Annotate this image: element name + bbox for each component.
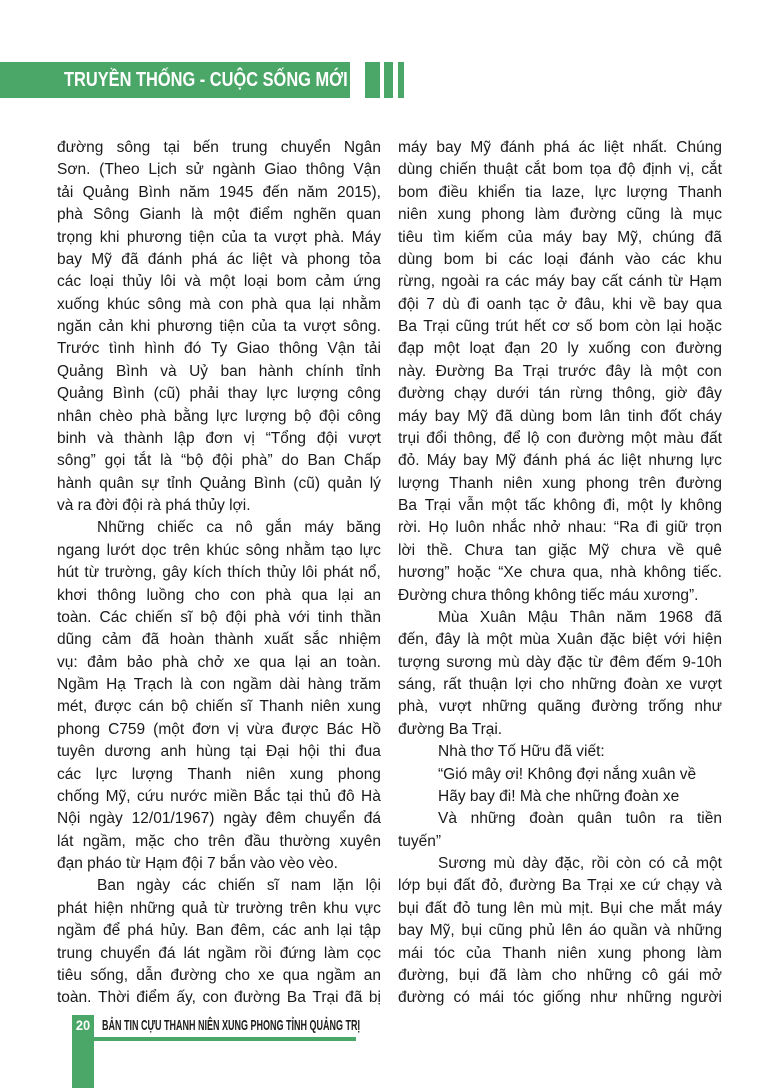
- text-line: Ba Trại vẫn một tấc không đi, một ly không: [398, 497, 722, 514]
- text-line: mét, được cán bộ chiến sĩ Thanh niên xung: [57, 698, 381, 716]
- text-line: rời. Họ luôn nhắc nhở nhau: “Ra đi giữ trọn: [398, 519, 722, 537]
- text-line: xuống khúc sông mà con phà qua lại nhằm: [57, 295, 381, 313]
- text-line: lát ngầm, mặc cho trên đầu thường xuyên: [57, 832, 381, 850]
- text-line: đội 7 dù đi oanh tạc ở đâu, khi về bay qua: [398, 295, 722, 313]
- text-line: Sương mù dày đặc, rồi còn có cả một: [438, 855, 722, 872]
- text-line: Trước tình hình đó Ty Giao thông Vận tải: [57, 340, 381, 358]
- text-line: hành quân sự tỉnh Quảng Bình (cũ) quản lý: [57, 474, 381, 492]
- page-number: 20: [75, 1017, 91, 1033]
- text-line: phong C759 (một đơn vị vừa được Bác Hồ: [57, 720, 381, 738]
- text-line: Và những đoàn quân tuôn ra tiền: [438, 810, 722, 828]
- text-line: bay Mỹ đã đánh phá ác liệt và phong tỏa: [57, 250, 381, 268]
- text-line: vụ: đảm bảo phà chở xe qua lại an toàn.: [57, 653, 381, 671]
- text-line: niên xung phong làm đường cũng là mục: [398, 206, 722, 224]
- text-line: Ngầm Hạ Trạch là con ngầm dài hàng trăm: [57, 676, 381, 693]
- text-line: trọng khi phương tiện của ta vượt phà. Máy: [57, 228, 381, 246]
- text-line: lớp bụi đất đỏ, đường Ba Trại xe cứ chạy và: [398, 877, 722, 895]
- text-line: Ba Trại cũng trút hết cơ số bom còn lại hoặc: [398, 318, 722, 335]
- text-line: máy bay Mỹ đã dùng bom lân tinh đốt cháy: [398, 407, 722, 425]
- text-line: rừng, ngoài ra các máy bay cất cánh từ Hạm: [398, 273, 722, 291]
- text-line: đường, bụi đã làm cho những cô gái mở: [398, 966, 722, 984]
- text-line: tượng sương mù dày đặc từ đêm đếm 9-10h: [398, 653, 722, 671]
- bulletin-title: BẢN TIN CỰU THANH NIÊN XUNG PHONG TỈNH QUẢNG TRỊ: [102, 1017, 360, 1034]
- text-line: đường Ba Trại.: [398, 720, 503, 738]
- text-line: Quảng Bình và Uỷ ban hành chính tỉnh: [57, 362, 381, 380]
- section-header-band: [0, 62, 350, 98]
- text-line: hương” hoặc “Xe chưa qua, nhà không tiếc.: [398, 564, 722, 582]
- text-line: đường sông tại bến trung chuyển Ngân: [57, 139, 381, 156]
- text-line: Nội ngày 12/01/1967) ngày đêm chuyển đá: [57, 810, 381, 828]
- text-line: Hãy bay đi! Mà che những đoàn xe: [438, 787, 680, 805]
- text-line: đường chạy dưới tán rừng thông, giờ đây: [398, 385, 722, 403]
- article-column-left: [57, 137, 381, 1010]
- text-line: binh và thành lập đơn vị “Tổng đội vượt: [57, 429, 381, 447]
- text-line: Mùa Xuân Mậu Thân năm 1968 đã: [438, 608, 722, 626]
- header-deco-bar-3: [398, 62, 404, 98]
- text-line: tuyến”: [398, 832, 442, 850]
- text-line: mái tóc của Thanh niên xung phong làm: [398, 944, 722, 962]
- text-line: phà Sông Gianh là một điểm nghẽn quan: [57, 206, 381, 224]
- text-line: khơi thông luồng cho con phà qua lại an: [57, 586, 381, 604]
- text-line: Nhà thơ Tố Hữu đã viết:: [438, 743, 605, 761]
- text-line: dũng cảm đã hoàn thành xuất sắc nhiệm: [57, 631, 381, 649]
- text-line: đỏ. Máy bay Mỹ đánh phá ác liệt nhưng lực: [398, 452, 722, 470]
- text-line: đạn pháo từ Hạm đội 7 bắn vào vèo vèo.: [57, 855, 338, 872]
- text-line: tiêu tìm kiếm của máy bay Mỹ, chúng đã: [398, 228, 722, 246]
- text-line: toàn. Thời điểm ấy, con đường Ba Trại đã bị: [57, 989, 381, 1007]
- text-line: trụi đổi thông, để lộ con đường một màu đất: [398, 429, 722, 447]
- text-line: bụi đất đỏ tung lên mù mịt. Bụi che mắt máy: [398, 899, 722, 917]
- text-line: đạp một loạt đạn 20 ly xuống con đường: [398, 340, 722, 358]
- text-line: tiêu sống, dẫn đường cho xe qua ngầm an: [57, 966, 381, 984]
- text-line: tuyên dương anh hùng tại Đại hội thi đua: [57, 743, 381, 761]
- text-line: ngang lướt dọc trên khúc sông nhằm tạo lực: [57, 541, 381, 559]
- text-line: đường có mái tóc giống như những người: [398, 989, 722, 1007]
- text-line: ngầm để phá hủy. Ban đêm, các anh lại tập: [57, 922, 381, 940]
- text-line: Đường chưa thông không tiếc máu xương”.: [398, 586, 699, 604]
- text-line: dùng bom bi các loại đánh vào các khu: [398, 250, 722, 268]
- article-column-right: [398, 137, 722, 1010]
- text-line: Ban ngày các chiến sĩ nam lặn lội: [97, 877, 381, 895]
- text-line: “Gió mây ơi! Không đợi nắng xuân về: [438, 765, 697, 783]
- text-line: lượng Thanh niên xung phong trên đường: [398, 474, 722, 492]
- text-line: máy bay Mỹ đánh phá ác liệt nhất. Chúng: [398, 139, 722, 156]
- text-line: chống Mỹ, cứu nước miền Bắc tại thủ đô Hà: [57, 787, 381, 805]
- footer-rule: [94, 1037, 356, 1041]
- text-line: Những chiếc ca nô gắn máy băng: [97, 519, 381, 537]
- page-number-box: [72, 1015, 94, 1088]
- text-line: này. Đường Ba Trại trước đây là một con: [398, 362, 722, 380]
- text-line: bay Mỹ, bụi cũng phủ lên áo quần và những: [398, 922, 722, 940]
- text-line: các lực lượng Thanh niên xung phong: [57, 765, 381, 783]
- text-line: bom điều khiển tia laze, lực lượng Thanh: [398, 183, 722, 201]
- text-line: nhân chèo phà bằng lực lượng bộ đội công: [57, 407, 381, 425]
- text-line: hút từ trường, gây kích thích thủy lôi phát nổ,: [57, 564, 381, 582]
- text-line: Quảng Bình (cũ) phải thay lực lượng công: [57, 385, 381, 403]
- header-deco-bar-2: [384, 62, 393, 98]
- text-line: phà, vượt những quãng đường trống như: [398, 698, 722, 716]
- text-line: đến, đây là một mùa Xuân đặc biệt với hiện: [398, 631, 722, 649]
- text-line: trung chuyển đá lát ngầm rồi đứng làm cọc: [57, 944, 381, 962]
- text-line: sông” gọi tắt là “bộ đội phà” do Ban Chấp: [57, 452, 381, 470]
- text-line: các loại thủy lôi và một loại bom cảm ứng: [57, 273, 381, 291]
- text-line: và ra đời đội rà phá thủy lợi.: [57, 497, 251, 514]
- section-header-title: TRUYỀN THỐNG - CUỘC SỐNG MỚI: [64, 69, 348, 91]
- text-line: toàn. Các chiến sĩ bộ đội phà với tinh thần: [57, 608, 381, 626]
- header-deco-bar-1: [365, 62, 380, 98]
- text-line: sáng, rất thuận lợi cho những đoàn xe vượt: [398, 676, 722, 693]
- text-line: dùng chiến thuật cắt bom tọa độ định vị, cắt: [398, 161, 722, 179]
- text-line: phát hiện những quả từ trường trên khu vực: [57, 899, 381, 917]
- text-line: tải Quảng Bình năm 1945 đến năm 2015),: [57, 183, 381, 201]
- text-line: ngăn cản khi phương tiện của ta vượt sông.: [57, 318, 381, 335]
- text-line: Sơn. (Theo Lịch sử ngành Giao thông Vận: [57, 161, 381, 179]
- text-line: lời thề. Chưa tan giặc Mỹ chưa về quê: [398, 541, 722, 559]
